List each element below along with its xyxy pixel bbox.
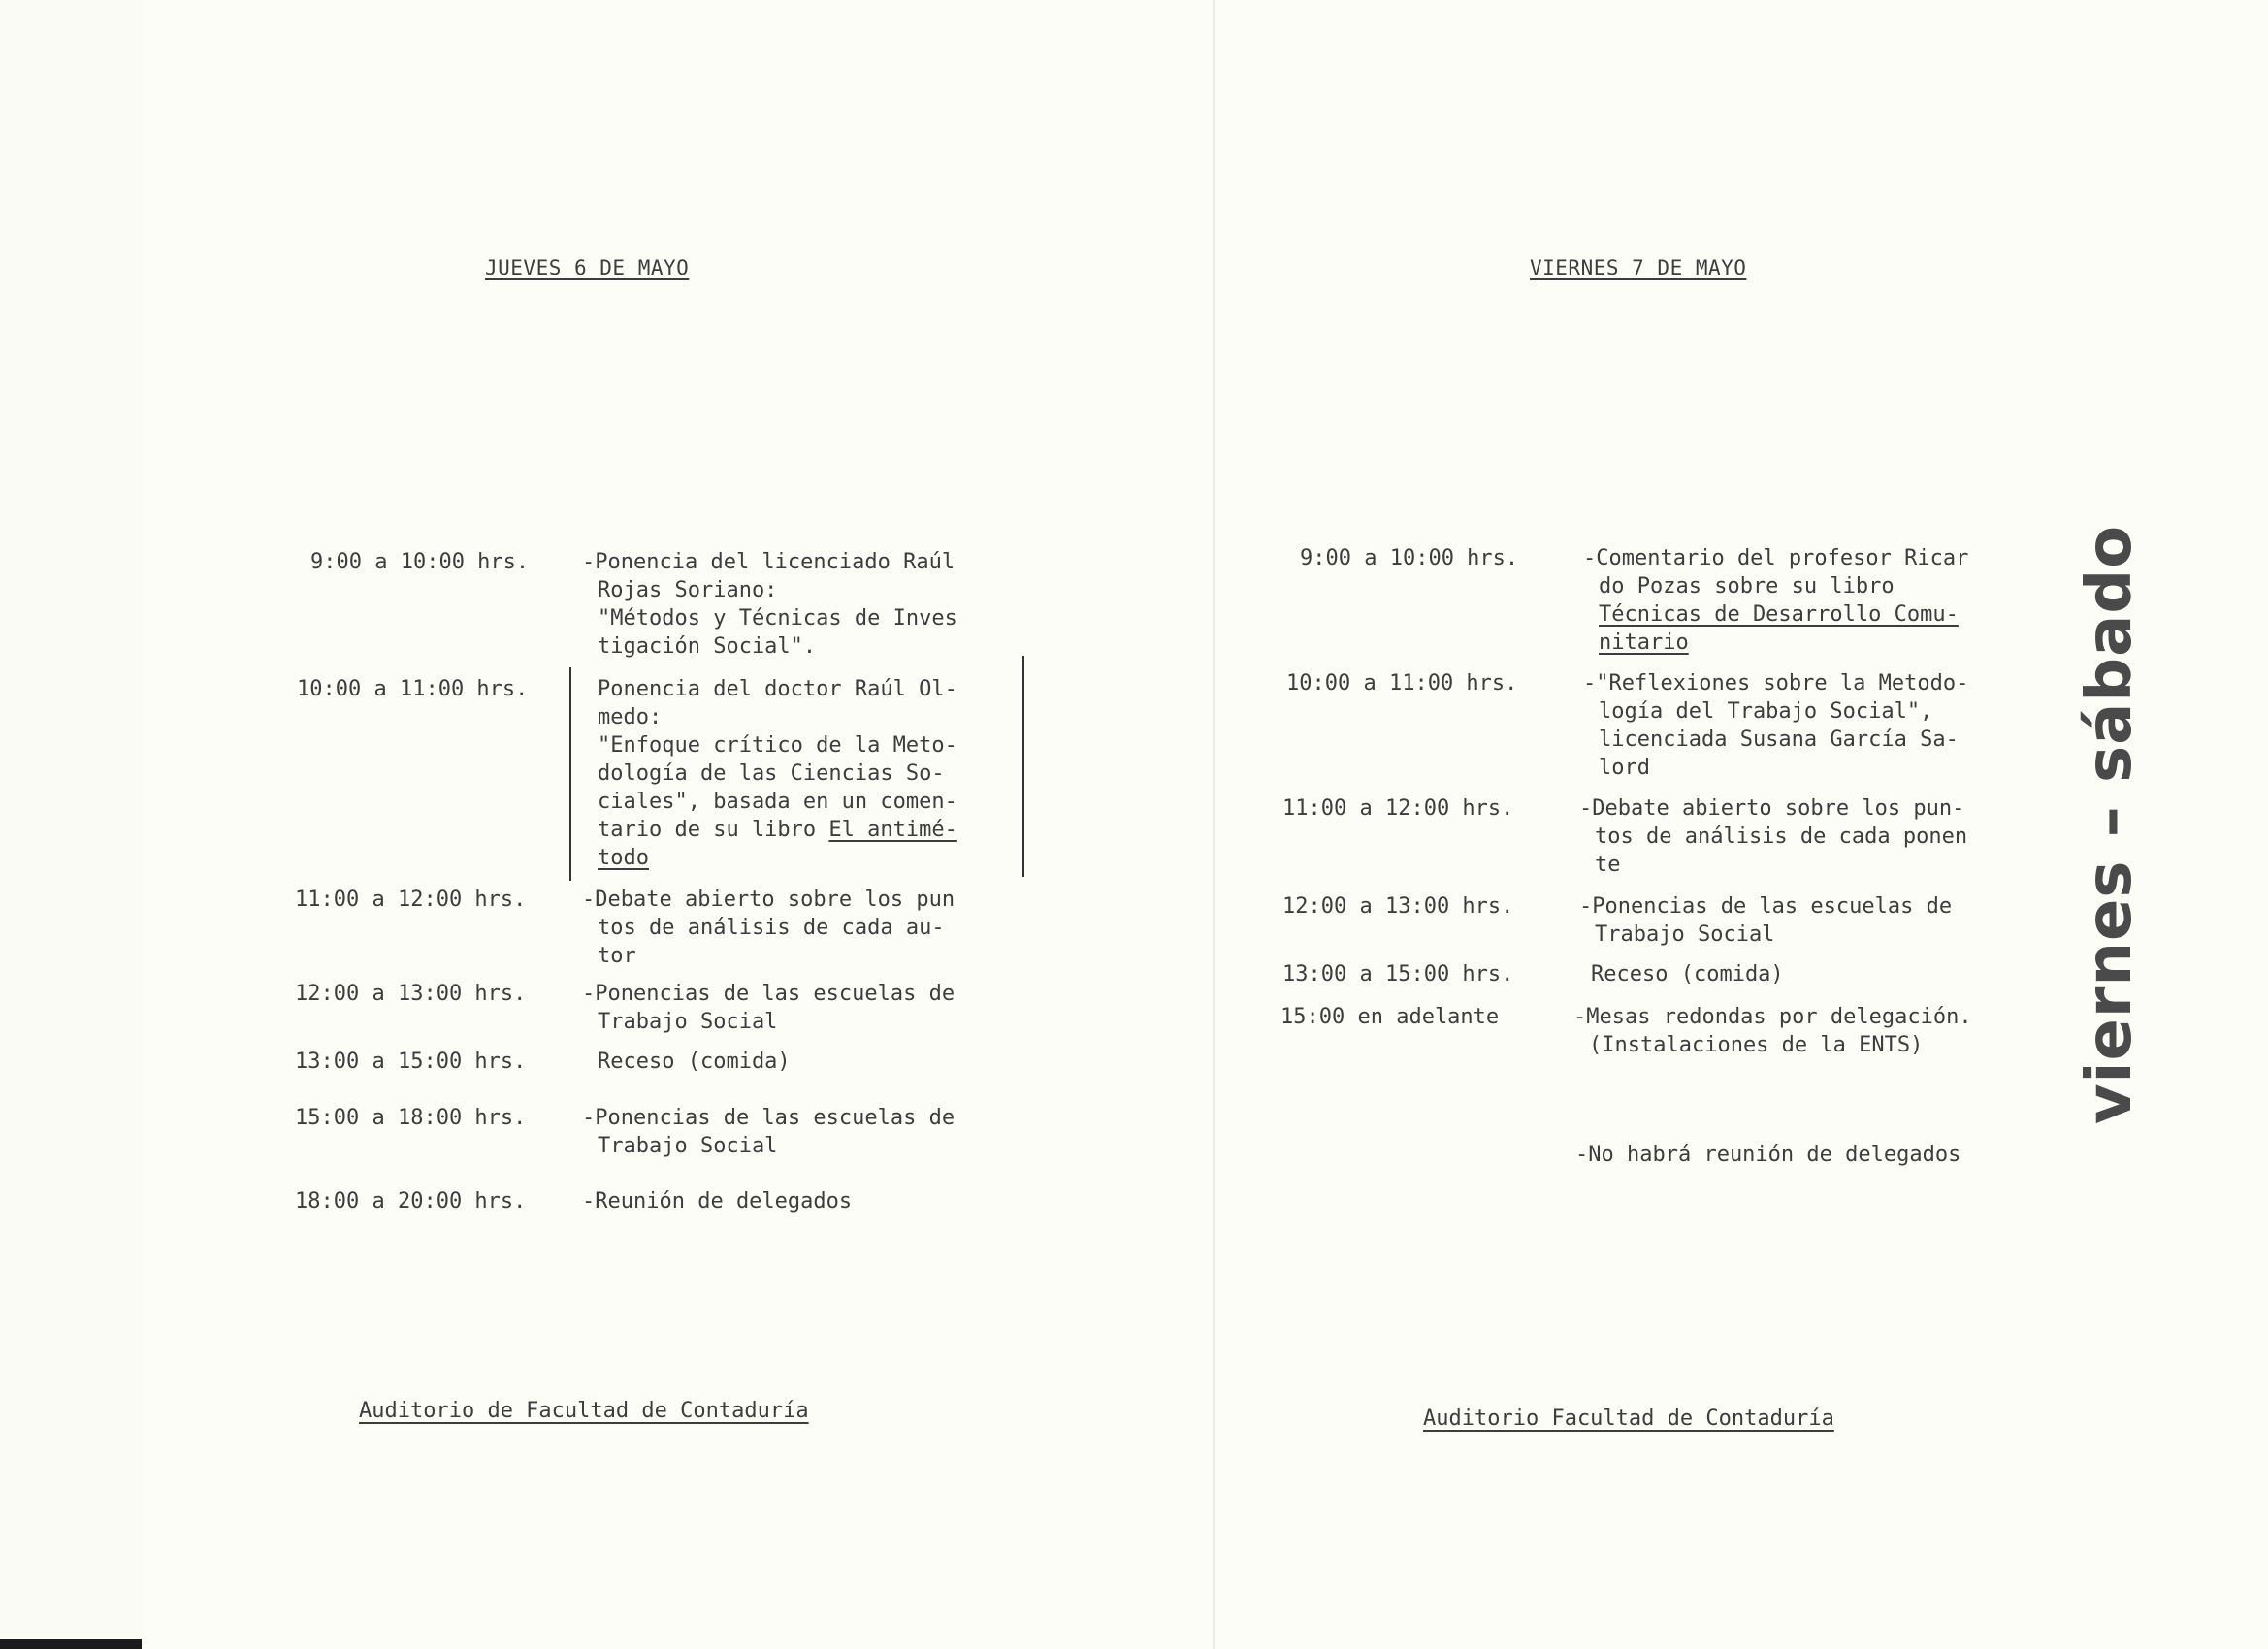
left-margin-bracket xyxy=(569,667,571,881)
time-slot: 15:00 a 18:00 hrs. xyxy=(295,1106,527,1130)
time-slot: 9:00 a 10:00 hrs. xyxy=(1300,546,1519,570)
session-description: -Ponencia del licenciado Raúl Rojas Soriano: "Métodos y Técnicas de Inves tigación Social". xyxy=(582,550,957,659)
day-title-thursday: JUEVES 6 DE MAYO xyxy=(485,256,690,279)
time-slot: 13:00 a 15:00 hrs. xyxy=(295,1050,527,1074)
session-description: -Ponencias de las escuelas de Trabajo Social xyxy=(582,1106,956,1158)
time-slot: 18:00 a 20:00 hrs. xyxy=(295,1189,527,1213)
session-description: Ponencia del doctor Raúl Ol- medo: "Enfoque crítico de la Meto- dología de las Ciencias So- ciales", basada en un comen- tario de su libro El antimé- todo xyxy=(598,677,957,870)
time-slot: 11:00 a 12:00 hrs. xyxy=(1282,796,1514,821)
time-slot: 10:00 a 11:00 hrs. xyxy=(1286,671,1518,695)
session-description: -Comentario del profesor Ricar do Pozas sobre su libro Técnicas de Desarrollo Comu- nitario xyxy=(1583,546,1969,655)
stamp xyxy=(2071,485,2149,1164)
right-margin-bracket xyxy=(1015,656,1024,877)
venue-label: Auditorio Facultad de Contaduría xyxy=(1423,1406,1834,1431)
book-title: El antimé- xyxy=(828,818,957,842)
venue-label: Auditorio de Facultad de Contaduría xyxy=(359,1399,809,1423)
book-title: nitario xyxy=(1599,630,1689,655)
book-title: todo xyxy=(598,846,649,870)
scan-edge-bar xyxy=(0,1639,142,1649)
time-slot: 11:00 a 12:00 hrs. xyxy=(295,888,527,912)
time-slot: 13:00 a 15:00 hrs. xyxy=(1282,962,1514,986)
session-description: -"Reflexiones sobre la Metodo- logía del Trabajo Social", licenciada Susana García Sa- lord xyxy=(1583,671,1969,780)
session-description: Receso (comida) xyxy=(1591,962,1784,986)
day-title-friday: VIERNES 7 DE MAYO xyxy=(1530,256,1747,279)
time-slot: 9:00 a 10:00 hrs. xyxy=(310,550,530,574)
book-title: Técnicas de Desarrollo Comu- xyxy=(1599,602,1959,627)
session-description: -Reunión de delegados xyxy=(582,1189,853,1213)
time-slot: 15:00 en adelante xyxy=(1280,1005,1500,1029)
time-slot: 12:00 a 13:00 hrs. xyxy=(1282,894,1514,919)
session-description: -Mesas redondas por delegación. (Instalaciones de la ENTS) xyxy=(1573,1005,1972,1057)
stamp-text: viernes – sábado xyxy=(2074,524,2146,1125)
session-description: -Debate abierto sobre los pun- tos de análisis de cada ponen te xyxy=(1579,796,1968,877)
time-slot: 12:00 a 13:00 hrs. xyxy=(295,982,527,1006)
session-description: Receso (comida) xyxy=(598,1050,791,1074)
delegates-note: -No habrá reunión de delegados xyxy=(1575,1143,1961,1167)
session-description: -Debate abierto sobre los pun tos de análisis de cada au- tor xyxy=(582,888,956,968)
left-page xyxy=(142,0,1213,1649)
session-description: -Ponencias de las escuelas de Trabajo Social xyxy=(1579,894,1953,947)
time-slot: 10:00 a 11:00 hrs. xyxy=(297,677,529,701)
sheet-margin xyxy=(0,0,142,1649)
session-description: -Ponencias de las escuelas de Trabajo Social xyxy=(582,982,956,1034)
